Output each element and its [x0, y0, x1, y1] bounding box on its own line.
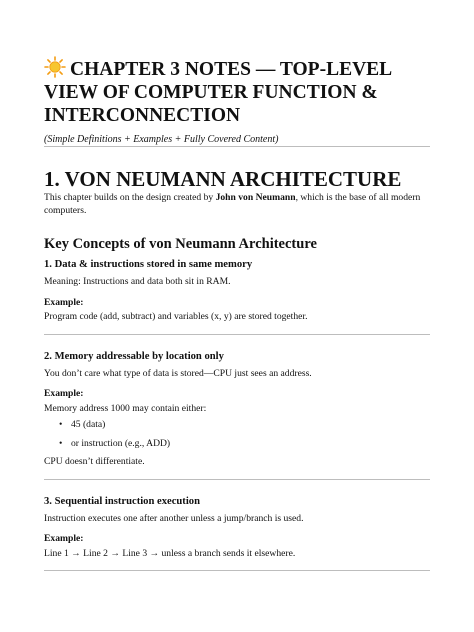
concept-note: CPU doesn’t differentiate.	[44, 456, 145, 467]
sun-icon	[44, 56, 66, 78]
list-item: • 45 (data)	[71, 419, 430, 432]
divider	[44, 334, 430, 335]
concept-title: 2. Memory addressable by location only	[44, 350, 224, 362]
key-concepts-heading: Key Concepts of von Neumann Architecture	[44, 236, 317, 252]
concept-title: 1. Data & instructions stored in same memory	[44, 259, 253, 270]
section-intro	[44, 192, 430, 217]
example-label: Example:	[44, 388, 84, 399]
example-bullet-list	[44, 419, 430, 450]
divider	[44, 146, 430, 147]
example-text: Line 1 → Line 2 → Line 3 → unless a branch sends it elsewhere.	[44, 547, 296, 559]
chapter-title	[44, 0, 430, 127]
example-text: Memory address 1000 may contain either:	[44, 402, 207, 414]
chapter-subtitle: (Simple Definitions + Examples + Fully Covered Content)	[44, 134, 279, 145]
section-heading: 1. VON NEUMANN ARCHITECTURE	[44, 167, 402, 191]
intro-bold-name: John von Neumann	[215, 192, 296, 203]
example-label: Example:	[44, 533, 84, 544]
concept-title: 3. Sequential instruction execution	[44, 495, 200, 507]
divider	[44, 570, 430, 571]
intro-text: This chapter builds on the design created by	[44, 192, 216, 203]
list-item: • or instruction (e.g., ADD)	[71, 438, 430, 451]
concept-meaning: Meaning: Instructions and data both sit in RAM.	[44, 276, 231, 287]
concept-meaning: You don’t care what type of data is stored—CPU just sees an address.	[44, 367, 312, 379]
divider	[44, 479, 430, 480]
example-label: Example:	[44, 296, 84, 308]
chapter-title-text: CHAPTER 3 NOTES — TOP-LEVEL VIEW OF COMPUTER FUNCTION & INTERCONNECTION	[44, 59, 392, 126]
concept-meaning: Instruction executes one after another unless a jump/branch is used.	[44, 512, 304, 524]
example-text: Program code (add, subtract) and variables (x, y) are stored together.	[44, 311, 308, 322]
intro-text-end: , which is the base of all modern computers.	[44, 192, 421, 216]
